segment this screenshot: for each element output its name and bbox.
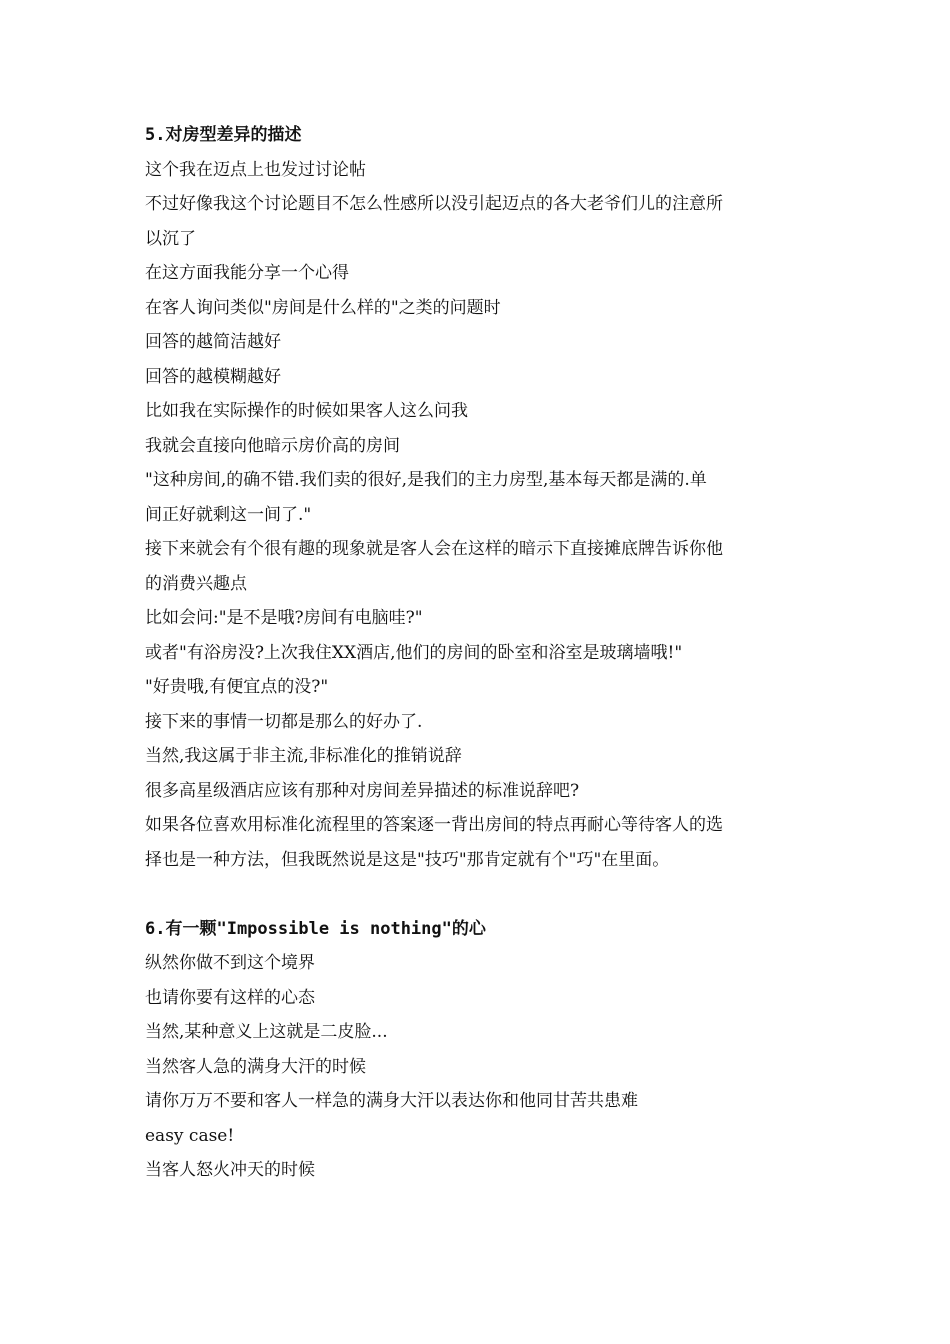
paragraph-line: 比如会问:"是不是哦?房间有电脑哇?" (145, 608, 423, 628)
paragraph-line: 比如我在实际操作的时候如果客人这么问我 (145, 401, 468, 421)
section-5-body (145, 153, 815, 878)
paragraph-line: 接下来就会有个很有趣的现象就是客人会在这样的暗示下直接摊底牌告诉你他 (145, 539, 723, 559)
document-page (145, 118, 815, 1188)
paragraph-line: 当然,我这属于非主流,非标准化的推销说辞 (145, 746, 462, 766)
paragraph-line: easy case! (145, 1125, 235, 1146)
paragraph-line: 不过好像我这个讨论题目不怎么性感所以没引起迈点的各大老爷们儿的注意所 (145, 194, 723, 214)
section-6-heading: 6.有一颗"Impossible is nothing"的心 (145, 918, 486, 939)
paragraph-line: 或者"有浴房没?上次我住XX酒店,他们的房间的卧室和浴室是玻璃墙哦!" (145, 642, 683, 663)
paragraph-line: 很多高星级酒店应该有那种对房间差异描述的标准说辞吧? (145, 780, 580, 801)
paragraph-line: "这种房间,的确不错.我们卖的很好,是我们的主力房型,基本每天都是满的.单 (145, 470, 707, 490)
section-5-heading: 5.对房型差异的描述 (145, 125, 302, 145)
paragraph-line: 择也是一种方法，但我既然说是这是"技巧"那肯定就有个"巧"在里面。 (145, 849, 670, 870)
paragraph-line: 纵然你做不到这个境界 (145, 953, 315, 973)
paragraph-line: 接下来的事情一切都是那么的好办了. (145, 711, 423, 732)
paragraph-line: 在客人询问类似"房间是什么样的"之类的问题时 (145, 297, 501, 318)
paragraph-line: 如果各位喜欢用标准化流程里的答案逐一背出房间的特点再耐心等待客人的选 (145, 815, 723, 835)
paragraph-line: "好贵哦,有便宜点的没?" (145, 677, 329, 697)
paragraph-line: 的消费兴趣点 (145, 573, 247, 594)
paragraph-line: 以沉了 (145, 228, 196, 249)
paragraph-line: 当客人怒火冲天的时候 (145, 1160, 315, 1180)
paragraph-line: 回答的越简洁越好 (145, 332, 281, 352)
section-gap (145, 877, 815, 912)
paragraph-line: 间正好就剩这一间了." (145, 504, 312, 525)
section-6-body (145, 946, 815, 1188)
paragraph-line: 当然客人急的满身大汗的时候 (145, 1056, 366, 1077)
paragraph-line: 请你万万不要和客人一样急的满身大汗以表达你和他同甘苦共患难 (145, 1091, 638, 1111)
paragraph-line: 当然,某种意义上这就是二皮脸... (145, 1022, 388, 1042)
paragraph-line: 这个我在迈点上也发过讨论帖 (145, 159, 366, 180)
paragraph-line: 也请你要有这样的心态 (145, 987, 315, 1008)
paragraph-line: 回答的越模糊越好 (145, 366, 281, 387)
paragraph-line: 在这方面我能分享一个心得 (145, 263, 349, 283)
paragraph-line: 我就会直接向他暗示房价高的房间 (145, 435, 400, 456)
